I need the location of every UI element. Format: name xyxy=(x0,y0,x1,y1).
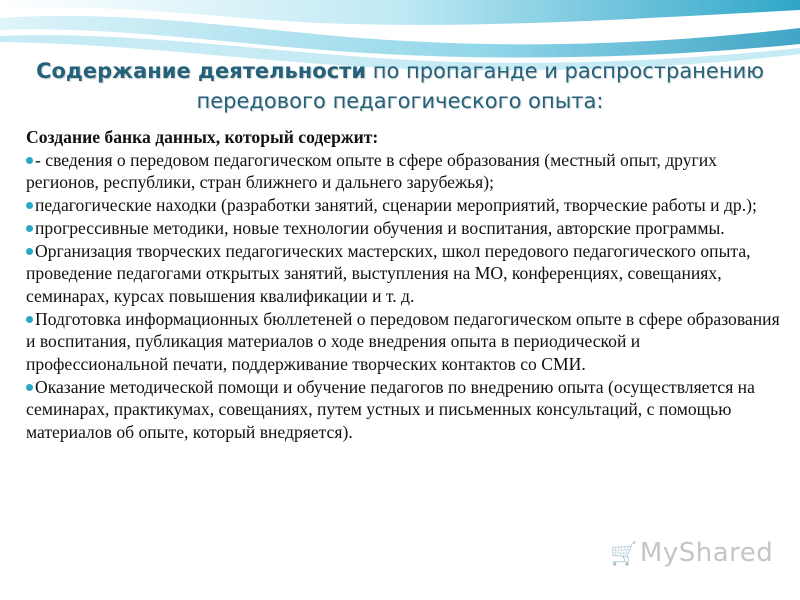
watermark-text: MyShared xyxy=(639,538,774,568)
bullet-icon xyxy=(26,316,33,323)
bullet-icon xyxy=(26,157,33,164)
list-item-text: Подготовка информационных бюллетеней о передовом педагогическом опыте в сфере образования и воспитания, публикация материалов о ходе внедрения опыта в периодической и профессиональной печати, поддерживание творческих контактов со СМИ. xyxy=(26,308,780,375)
cart-icon: 🛒 xyxy=(610,542,638,567)
body-heading: Создание банка данных, который содержит: xyxy=(26,127,379,147)
list-item-text: - сведения о передовом педагогическом опыте в сфере образования (местный опыт, других регионов, республики, стран ближнего и дальнего зарубежья); xyxy=(26,149,717,193)
slide-title xyxy=(20,56,780,116)
bullet-icon xyxy=(26,225,33,232)
list-item-text: Оказание методической помощи и обучение педагогов по внедрению опыта (осуществляется на семинарах, практикумах, совещаниях, путем устных и письменных консультаций, с помощью материалов об опыте, который внедряется). xyxy=(26,376,755,443)
watermark-logo xyxy=(610,538,773,568)
list-item-text: прогрессивные методики, новые технологии обучения и воспитания, авторские программы. xyxy=(35,217,725,238)
list-item xyxy=(26,194,784,217)
list-item-text: педагогические находки (разработки занятий, сценарии мероприятий, творческие работы и др.); xyxy=(35,195,757,216)
slide-title-line2: передового педагогического опыта: xyxy=(196,89,604,113)
list-item xyxy=(26,308,784,376)
slide-body xyxy=(26,126,784,444)
bullet-icon xyxy=(26,202,33,209)
list-item-text: Организация творческих педагогических мастерских, школ передового педагогического опыта, проведение педагогами открытых занятий, выступления на МО, конференциях, совещаниях, семинарах, курсах повышения квалификации и т. д. xyxy=(26,240,751,306)
list-item xyxy=(26,376,784,444)
bullet-icon xyxy=(26,248,33,255)
list-item xyxy=(26,217,784,240)
list-item xyxy=(26,240,784,308)
bullet-icon xyxy=(26,384,33,391)
slide-title-rest: по пропаганде и распространению xyxy=(366,59,764,83)
slide-title-bold: Содержание деятельности xyxy=(36,59,367,83)
list-item xyxy=(26,149,784,194)
